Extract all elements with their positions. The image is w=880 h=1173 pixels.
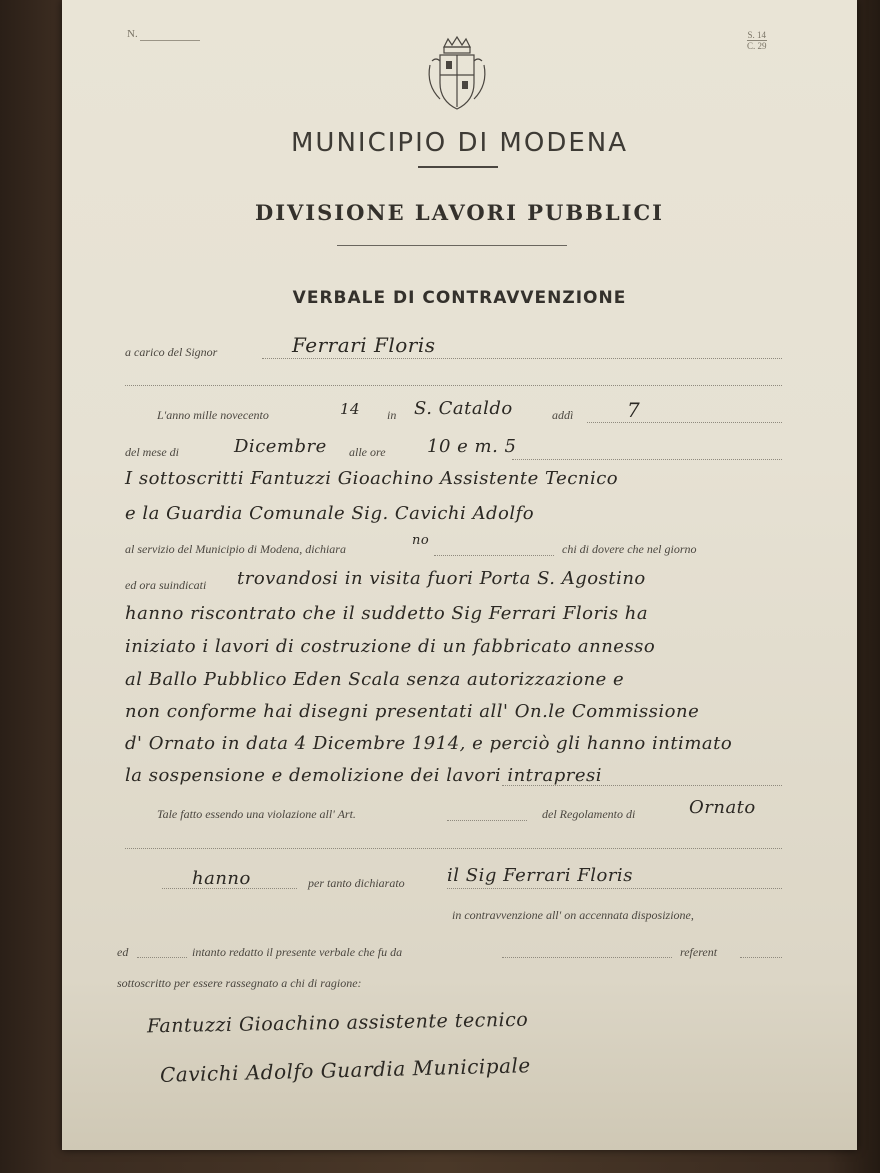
hw-line1: I sottoscritti Fantuzzi Gioachino Assistente Tecnico [125,468,619,489]
hw-body4: al Ballo Pubblico Eden Scala senza autorizzazione e [125,669,625,690]
fill-line [502,785,782,786]
fill-line [125,385,782,386]
label-anno: L'anno mille novecento [157,408,269,422]
hw-signor: Ferrari Floris [292,333,436,357]
label-addi: addì [552,408,574,422]
fill-line [740,957,782,958]
label-mese: del mese di [125,445,179,459]
hw-body3: iniziato i lavori di costruzione di un fabbricato annesso [125,636,656,657]
division-heading: DIVISIONE LAVORI PUBBLICI [254,200,664,225]
hw-body6: d' Ornato in data 4 Dicembre 1914, e perciò gli hanno intimato [125,733,733,754]
fill-line [447,888,782,889]
coat-of-arms-icon [422,35,492,115]
label-ed-ora: ed ora suindicati [125,578,207,592]
number-line [140,40,200,41]
label-intanto: intanto redatto il presente verbale che fu da [192,945,403,959]
form-code [747,30,767,51]
divider [337,245,567,246]
fill-line [447,820,527,821]
hw-giorno: 7 [627,398,641,422]
fill-line [587,422,782,423]
hw-ore: 10 e m. 5 [427,436,517,457]
hw-line2: e la Guardia Comunale Sig. Cavichi Adolfo [125,503,535,524]
fill-line [434,555,554,556]
hw-dichiara-suffix: no [412,533,430,548]
form-code-bottom: C. 29 [747,41,767,51]
label-per-tanto: per tanto dichiarato [308,876,405,890]
label-servizio: al servizio del Municipio di Modena, dichiara [125,542,346,556]
hw-luogo: S. Cataldo [414,398,513,419]
divider [418,166,498,168]
hw-hanno: hanno [192,868,251,889]
fill-line [125,848,782,849]
fill-line [162,888,297,889]
label-a-carico: a carico del Signor [125,345,218,359]
signature-2: Cavichi Adolfo Guardia Municipale [159,1053,532,1087]
fill-line [137,957,187,958]
label-chi-di-dovere: chi di dovere che nel giorno [562,542,697,556]
label-in: in [387,408,397,422]
hw-anno: 14 [340,400,361,418]
municipality-heading: MUNICIPIO DI MODENA [290,128,628,158]
document-page [62,0,857,1150]
label-regolamento: del Regolamento di [542,807,636,821]
fill-line [502,957,672,958]
document-title: VERBALE DI CONTRAVVENZIONE [292,288,627,308]
hw-regolamento-di: Ornato [689,797,756,818]
hw-body2: hanno riscontrato che il suddetto Sig Ferrari Floris ha [125,603,649,624]
label-in-contravvenzione: in contravvenzione all' on accennata disposizione, [452,908,694,922]
label-sottoscritto: sottoscritto per essere rassegnato a chi di ragione: [117,976,362,990]
fill-line [512,459,782,460]
number-label: N. [127,28,138,40]
form-code-top: S. 14 [747,30,767,40]
label-ore: alle ore [349,445,386,459]
hw-body7: la sospensione e demolizione dei lavori intrapresi [125,765,603,786]
hw-dichiarato: il Sig Ferrari Floris [447,865,633,886]
label-referenti: referent [680,945,718,959]
label-ed: ed [117,945,129,959]
hw-body5: non conforme hai disegni presentati all' On.le Commissione [125,701,700,722]
label-tale-fatto: Tale fatto essendo una violazione all' Art. [157,807,356,821]
fill-line [262,358,782,359]
hw-body1: trovandosi in visita fuori Porta S. Agostino [237,568,646,589]
hw-mese: Dicembre [234,436,327,457]
signature-1: Fantuzzi Gioachino assistente tecnico [146,1008,529,1038]
